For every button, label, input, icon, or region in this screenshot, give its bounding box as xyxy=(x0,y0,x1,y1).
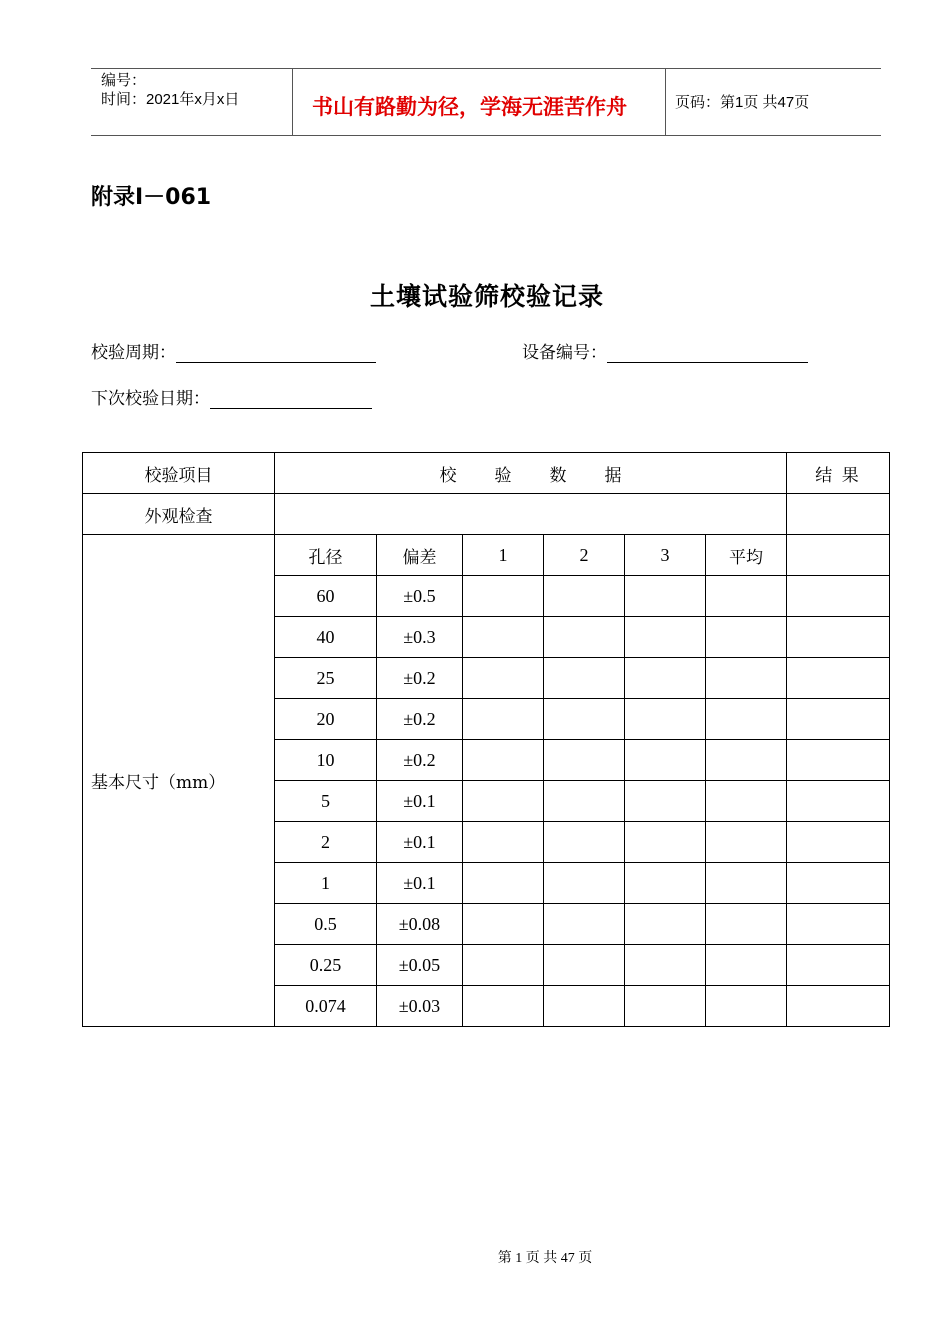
deviation-cell: ±0.2 xyxy=(377,740,463,781)
aperture-cell: 1 xyxy=(275,863,377,904)
subheader-deviation: 偏差 xyxy=(377,535,463,576)
appearance-result-cell[interactable] xyxy=(787,494,890,535)
deviation-cell: ±0.03 xyxy=(377,986,463,1027)
header-result-cell: 结 果 xyxy=(787,453,890,494)
measure-3-cell[interactable] xyxy=(625,617,706,658)
subheader-row xyxy=(83,535,890,576)
result-cell[interactable] xyxy=(787,986,890,1027)
measure-2-cell[interactable] xyxy=(544,822,625,863)
result-cell[interactable] xyxy=(787,617,890,658)
result-cell[interactable] xyxy=(787,699,890,740)
header-bottom-rule xyxy=(91,135,881,136)
measure-1-cell[interactable] xyxy=(463,576,544,617)
average-cell[interactable] xyxy=(706,781,787,822)
measure-3-cell[interactable] xyxy=(625,658,706,699)
document-title: 土壤试验筛校验记录 xyxy=(369,282,604,311)
deviation-cell: ±0.5 xyxy=(377,576,463,617)
calibration-period-field xyxy=(91,338,376,363)
average-cell[interactable] xyxy=(706,904,787,945)
calibration-period-blank[interactable] xyxy=(176,345,376,363)
result-cell[interactable] xyxy=(787,822,890,863)
appendix-code: 附录Ⅰ－061 xyxy=(91,185,212,210)
appearance-label: 外观检查 xyxy=(83,494,275,535)
measure-2-cell[interactable] xyxy=(544,617,625,658)
header-data-label: 校验数据 xyxy=(439,465,660,486)
calibration-table xyxy=(82,452,890,1027)
average-cell[interactable] xyxy=(706,863,787,904)
table-header-row xyxy=(83,453,890,494)
aperture-cell: 10 xyxy=(275,740,377,781)
aperture-cell: 20 xyxy=(275,699,377,740)
aperture-cell: 60 xyxy=(275,576,377,617)
result-cell[interactable] xyxy=(787,945,890,986)
average-cell[interactable] xyxy=(706,658,787,699)
measure-3-cell[interactable] xyxy=(625,822,706,863)
next-calibration-date-label: 下次校验日期： xyxy=(91,389,210,409)
measure-1-cell[interactable] xyxy=(463,945,544,986)
deviation-cell: ±0.1 xyxy=(377,781,463,822)
basic-size-label: 基本尺寸（mm） xyxy=(83,535,275,1027)
header-top-rule xyxy=(91,68,881,69)
result-cell[interactable] xyxy=(787,658,890,699)
aperture-cell: 2 xyxy=(275,822,377,863)
deviation-cell: ±0.1 xyxy=(377,822,463,863)
measure-1-cell[interactable] xyxy=(463,658,544,699)
measure-3-cell[interactable] xyxy=(625,699,706,740)
header-page-info: 页码：第1页 共47页 xyxy=(675,94,810,111)
measure-3-cell[interactable] xyxy=(625,904,706,945)
measure-2-cell[interactable] xyxy=(544,699,625,740)
header-item-cell: 校验项目 xyxy=(83,453,275,494)
deviation-cell: ±0.1 xyxy=(377,863,463,904)
measure-2-cell[interactable] xyxy=(544,945,625,986)
header-divider-right xyxy=(665,69,666,136)
measure-1-cell[interactable] xyxy=(463,904,544,945)
measure-3-cell[interactable] xyxy=(625,945,706,986)
device-number-field xyxy=(522,338,808,363)
subheader-measure-2: 2 xyxy=(544,535,625,576)
measure-1-cell[interactable] xyxy=(463,740,544,781)
page-footer: 第 1 页 共 47 页 xyxy=(497,1251,593,1266)
measure-2-cell[interactable] xyxy=(544,781,625,822)
subheader-aperture: 孔径 xyxy=(275,535,377,576)
header-motto: 书山有路勤为径，学海无涯苦作舟 xyxy=(312,95,627,119)
result-cell[interactable] xyxy=(787,781,890,822)
header-time-label: 时间：2021年x月x日 xyxy=(101,91,240,108)
measure-1-cell[interactable] xyxy=(463,617,544,658)
aperture-cell: 25 xyxy=(275,658,377,699)
result-cell[interactable] xyxy=(787,576,890,617)
measure-3-cell[interactable] xyxy=(625,986,706,1027)
aperture-cell: 40 xyxy=(275,617,377,658)
measure-3-cell[interactable] xyxy=(625,863,706,904)
aperture-cell: 0.5 xyxy=(275,904,377,945)
deviation-cell: ±0.2 xyxy=(377,658,463,699)
measure-2-cell[interactable] xyxy=(544,740,625,781)
measure-1-cell[interactable] xyxy=(463,699,544,740)
measure-2-cell[interactable] xyxy=(544,904,625,945)
result-cell[interactable] xyxy=(787,904,890,945)
measure-1-cell[interactable] xyxy=(463,822,544,863)
measure-3-cell[interactable] xyxy=(625,781,706,822)
measure-2-cell[interactable] xyxy=(544,658,625,699)
device-number-label: 设备编号： xyxy=(522,343,607,363)
result-cell[interactable] xyxy=(787,863,890,904)
deviation-cell: ±0.05 xyxy=(377,945,463,986)
average-cell[interactable] xyxy=(706,699,787,740)
aperture-cell: 5 xyxy=(275,781,377,822)
measure-3-cell[interactable] xyxy=(625,576,706,617)
measure-2-cell[interactable] xyxy=(544,986,625,1027)
average-cell[interactable] xyxy=(706,945,787,986)
aperture-cell: 0.25 xyxy=(275,945,377,986)
device-number-blank[interactable] xyxy=(607,345,808,363)
subheader-measure-1: 1 xyxy=(463,535,544,576)
header-data-cell xyxy=(275,453,787,494)
aperture-cell: 0.074 xyxy=(275,986,377,1027)
header-number-label: 编号： xyxy=(101,72,147,89)
average-cell[interactable] xyxy=(706,822,787,863)
average-cell[interactable] xyxy=(706,740,787,781)
result-cell[interactable] xyxy=(787,535,890,576)
measure-1-cell[interactable] xyxy=(463,863,544,904)
appearance-data-cell[interactable] xyxy=(275,494,787,535)
next-calibration-date-blank[interactable] xyxy=(210,391,372,409)
deviation-cell: ±0.3 xyxy=(377,617,463,658)
subheader-average: 平均 xyxy=(706,535,787,576)
measure-1-cell[interactable] xyxy=(463,781,544,822)
measure-3-cell[interactable] xyxy=(625,740,706,781)
subheader-measure-3: 3 xyxy=(625,535,706,576)
deviation-cell: ±0.08 xyxy=(377,904,463,945)
result-cell[interactable] xyxy=(787,740,890,781)
average-cell[interactable] xyxy=(706,986,787,1027)
calibration-period-label: 校验周期： xyxy=(91,343,176,363)
measure-2-cell[interactable] xyxy=(544,576,625,617)
measure-1-cell[interactable] xyxy=(463,986,544,1027)
header-divider-left xyxy=(292,69,293,136)
appearance-row xyxy=(83,494,890,535)
next-calibration-date-field xyxy=(91,384,372,409)
deviation-cell: ±0.2 xyxy=(377,699,463,740)
average-cell[interactable] xyxy=(706,576,787,617)
average-cell[interactable] xyxy=(706,617,787,658)
measure-2-cell[interactable] xyxy=(544,863,625,904)
